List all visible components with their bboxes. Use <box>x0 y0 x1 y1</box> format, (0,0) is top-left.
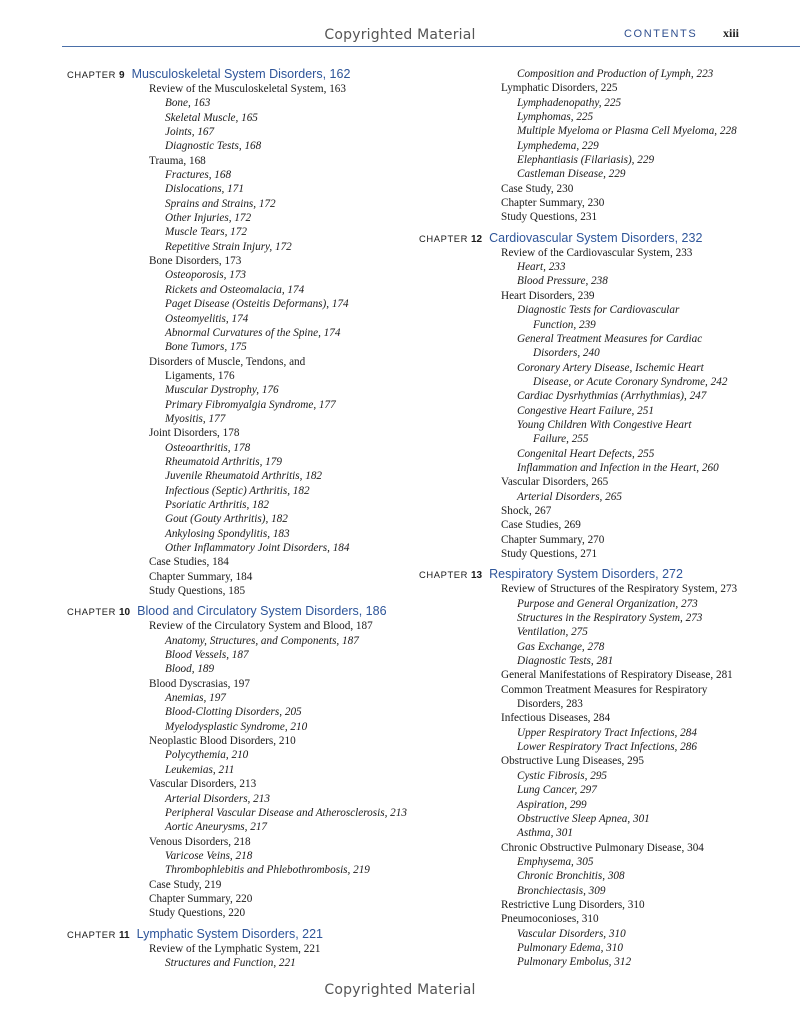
toc-section-entry: Heart Disorders, 239 <box>501 289 595 302</box>
toc-section-entry: Vascular Disorders, 213 <box>149 778 257 791</box>
toc-subsection-entry: Primary Fibromyalgia Syndrome, 177 <box>165 398 336 411</box>
toc-subsection-entry: Leukemias, 211 <box>165 763 235 776</box>
toc-right-column <box>419 67 800 970</box>
chapter-title-link[interactable]: Musculoskeletal System Disorders, 162 <box>131 67 351 81</box>
toc-subsection-entry: Bone Tumors, 175 <box>165 341 247 354</box>
toc-section-entry: Infectious Diseases, 284 <box>501 712 611 725</box>
chapter-label: CHAPTER <box>67 606 116 618</box>
toc-section-entry: Case Study, 230 <box>501 182 574 195</box>
toc-section-entry: Study Questions, 271 <box>501 548 598 560</box>
toc-subsection-entry: Dislocations, 171 <box>165 183 244 196</box>
toc-subsection-entry: Function, 239 <box>533 318 596 331</box>
toc-subsection-entry: Pulmonary Edema, 310 <box>517 941 623 954</box>
toc-section-entry: Chapter Summary, 184 <box>149 570 253 583</box>
toc-subsection-entry: Lymphomas, 225 <box>517 111 594 124</box>
toc-subsection-entry: Asthma, 301 <box>517 827 573 840</box>
toc-subsection-entry: Lower Respiratory Tract Infections, 286 <box>517 741 697 754</box>
toc-subsection-entry: Myositis, 177 <box>165 412 226 425</box>
toc-subsection-entry: Skeletal Muscle, 165 <box>165 111 258 124</box>
toc-section-entry: Blood Dyscrasias, 197 <box>149 677 250 690</box>
toc-section-entry: Chapter Summary, 220 <box>149 892 253 905</box>
toc-section-entry: Shock, 267 <box>501 504 552 517</box>
toc-section-entry: Review of the Lymphatic System, 221 <box>149 942 321 955</box>
toc-section-entry: Ligaments, 176 <box>165 369 235 382</box>
toc-subsection-entry: Psoriatic Arthritis, 182 <box>165 498 269 511</box>
toc-section-entry: Trauma, 168 <box>149 154 206 167</box>
toc-section-entry: Chapter Summary, 270 <box>501 533 605 546</box>
toc-subsection-entry: Infectious (Septic) Arthritis, 182 <box>165 484 310 497</box>
watermark-bottom: Copyrighted Material <box>324 982 476 998</box>
toc-section-entry: Study Questions, 185 <box>149 585 246 598</box>
chapter-heading <box>419 567 800 582</box>
toc-subsection-entry: Arterial Disorders, 265 <box>517 490 622 503</box>
toc-section-entry: Lymphatic Disorders, 225 <box>501 82 618 95</box>
toc-subsection-entry: Young Children With Congestive Heart <box>517 418 692 431</box>
toc-subsection-entry: Blood Vessels, 187 <box>165 649 249 662</box>
toc-subsection-entry: Other Inflammatory Joint Disorders, 184 <box>165 542 350 554</box>
chapter-number: 11 <box>119 929 130 941</box>
toc-subsection-entry: Vascular Disorders, 310 <box>517 927 626 940</box>
toc-section-entry: Vascular Disorders, 265 <box>501 476 609 489</box>
toc-subsection-entry: Thrombophlebitis and Phlebothrombosis, 219 <box>165 864 370 877</box>
chapter-label: CHAPTER <box>419 232 468 244</box>
chapter-number: 13 <box>471 570 483 582</box>
toc-subsection-entry: Varicose Veins, 218 <box>165 849 253 862</box>
toc-subsection-entry: Gas Exchange, 278 <box>517 640 605 653</box>
toc-subsection-entry: Osteomyelitis, 174 <box>165 312 249 325</box>
toc-subsection-entry: Bronchiectasis, 309 <box>517 884 606 897</box>
toc-section-entry: Case Study, 219 <box>149 878 222 891</box>
toc-left-column <box>67 67 412 970</box>
toc-section-entry: Study Questions, 220 <box>149 907 246 920</box>
toc-subsection-entry: Pulmonary Embolus, 312 <box>517 956 632 969</box>
toc-subsection-entry: Diagnostic Tests, 281 <box>517 655 614 668</box>
toc-subsection-entry: Disorders, 240 <box>533 347 600 360</box>
toc-subsection-entry: Congestive Heart Failure, 251 <box>517 404 654 417</box>
chapter-heading <box>67 604 412 619</box>
toc-subsection-entry: Abnormal Curvatures of the Spine, 174 <box>165 326 341 339</box>
watermark-top: Copyrighted Material <box>324 27 476 43</box>
toc-subsection-entry: Sprains and Strains, 172 <box>165 197 276 210</box>
toc-subsection-entry: Purpose and General Organization, 273 <box>517 597 698 610</box>
chapter-title-link[interactable]: Lymphatic System Disorders, 221 <box>136 926 323 941</box>
toc-section-entry: Pneumoconioses, 310 <box>501 913 599 926</box>
toc-section-entry: Chapter Summary, 230 <box>501 197 605 210</box>
toc-subsection-entry: Peripheral Vascular Disease and Atherosclerosis, 213 <box>165 806 407 819</box>
toc-subsection-entry: Cardiac Dysrhythmias (Arrhythmias), 247 <box>517 390 707 403</box>
chapter-title-link[interactable]: Cardiovascular System Disorders, 232 <box>489 230 703 245</box>
toc-subsection-entry: Fractures, 168 <box>165 169 232 182</box>
toc-subsection-entry: Gout (Gouty Arthritis), 182 <box>165 513 288 526</box>
toc-subsection-entry: Blood Pressure, 238 <box>517 275 608 288</box>
toc-subsection-entry: Repetitive Strain Injury, 172 <box>165 240 292 253</box>
toc-section-entry: Obstructive Lung Diseases, 295 <box>501 755 644 768</box>
chapter-number: 12 <box>471 233 483 245</box>
toc-subsection-entry: Heart, 233 <box>517 261 566 274</box>
toc-subsection-entry: Chronic Bronchitis, 308 <box>517 870 625 883</box>
toc-subsection-entry: Anatomy, Structures, and Components, 187 <box>165 634 359 647</box>
toc-subsection-entry: Blood, 189 <box>165 663 215 676</box>
toc-subsection-entry: Ventilation, 275 <box>517 626 588 639</box>
toc-subsection-entry: Diagnostic Tests for Cardiovascular <box>517 304 680 317</box>
toc-subsection-entry: Obstructive Sleep Apnea, 301 <box>517 812 650 825</box>
toc-section-entry: Bone Disorders, 173 <box>149 255 242 268</box>
chapter-label: CHAPTER <box>67 928 116 940</box>
toc-section-entry: Case Studies, 269 <box>501 519 581 532</box>
toc-section-entry: Venous Disorders, 218 <box>149 835 251 848</box>
toc-subsection-entry: Muscle Tears, 172 <box>165 226 247 239</box>
running-head: CONTENTS <box>624 28 698 40</box>
toc-section-entry: Joint Disorders, 178 <box>149 427 240 440</box>
chapter-title-link[interactable]: Blood and Circulatory System Disorders, 186 <box>137 604 387 619</box>
toc-subsection-entry: Polycythemia, 210 <box>165 749 249 762</box>
toc-subsection-entry: Structures in the Respiratory System, 273 <box>517 612 703 625</box>
toc-section-entry: Neoplastic Blood Disorders, 210 <box>149 735 296 748</box>
toc-subsection-entry: General Treatment Measures for Cardiac <box>517 332 703 345</box>
toc-subsection-entry: Upper Respiratory Tract Infections, 284 <box>517 726 697 739</box>
toc-section-entry: Restrictive Lung Disorders, 310 <box>501 898 645 911</box>
toc-section-entry: General Manifestations of Respiratory Disease, 281 <box>501 669 733 682</box>
toc-subsection-entry: Structures and Function, 221 <box>165 956 296 969</box>
toc-subsection-entry: Rheumatoid Arthritis, 179 <box>165 455 282 468</box>
chapter-number: 9 <box>119 70 125 81</box>
toc-section-entry: Case Studies, 184 <box>149 556 229 569</box>
toc-subsection-entry: Juvenile Rheumatoid Arthritis, 182 <box>165 470 323 483</box>
chapter-number: 10 <box>119 607 131 619</box>
header-rule <box>62 46 800 47</box>
toc-section-entry: Disorders, 283 <box>517 698 583 711</box>
chapter-label: CHAPTER <box>67 69 116 80</box>
chapter-heading <box>419 231 800 246</box>
chapter-heading <box>67 927 412 942</box>
toc-subsection-entry: Aspiration, 299 <box>517 798 587 811</box>
page-number: xiii <box>723 26 740 40</box>
toc-subsection-entry: Multiple Myeloma or Plasma Cell Myeloma, 228 <box>517 125 737 138</box>
toc-section-entry: Review of Structures of the Respiratory System, 273 <box>501 583 738 596</box>
toc-subsection-entry: Rickets and Osteomalacia, 174 <box>165 283 305 296</box>
toc-subsection-entry: Muscular Dystrophy, 176 <box>165 384 279 397</box>
toc-subsection-entry: Emphysema, 305 <box>517 855 594 868</box>
toc-subsection-entry: Other Injuries, 172 <box>165 212 252 225</box>
toc-subsection-entry: Osteoarthritis, 178 <box>165 441 251 454</box>
toc-subsection-entry: Coronary Artery Disease, Ischemic Heart <box>517 361 704 374</box>
toc-subsection-entry: Congenital Heart Defects, 255 <box>517 447 655 460</box>
toc-subsection-entry: Lymphedema, 229 <box>517 139 599 152</box>
toc-section-entry: Study Questions, 231 <box>501 211 598 224</box>
toc-subsection-entry: Lymphadenopathy, 225 <box>517 96 622 109</box>
chapter-heading <box>67 67 412 82</box>
chapter-title-link[interactable]: Respiratory System Disorders, 272 <box>489 567 683 582</box>
toc-section-entry: Common Treatment Measures for Respiratory <box>501 683 708 696</box>
toc-subsection-entry: Ankylosing Spondylitis, 183 <box>165 527 290 540</box>
toc-subsection-entry: Elephantiasis (Filariasis), 229 <box>517 154 655 167</box>
toc-subsection-entry: Osteoporosis, 173 <box>165 269 247 282</box>
toc-subsection-entry: Anemias, 197 <box>165 692 226 705</box>
toc-subsection-entry: Lung Cancer, 297 <box>517 784 597 797</box>
toc-subsection-entry: Blood-Clotting Disorders, 205 <box>165 706 302 719</box>
toc-subsection-entry: Myelodysplastic Syndrome, 210 <box>165 720 308 733</box>
toc-subsection-entry: Paget Disease (Osteitis Deformans), 174 <box>165 298 349 311</box>
toc-section-entry: Chronic Obstructive Pulmonary Disease, 304 <box>501 841 704 854</box>
toc-subsection-entry: Cystic Fibrosis, 295 <box>517 769 608 782</box>
toc-subsection-entry: Bone, 163 <box>165 97 211 110</box>
toc-section-entry: Review of the Musculoskeletal System, 163 <box>149 83 346 95</box>
toc-subsection-entry: Disease, or Acute Coronary Syndrome, 242 <box>533 375 728 388</box>
toc-subsection-entry: Failure, 255 <box>533 433 589 446</box>
toc-section-entry: Disorders of Muscle, Tendons, and <box>149 355 306 368</box>
toc-subsection-entry: Composition and Production of Lymph, 223 <box>517 68 714 80</box>
toc-section-entry: Review of the Circulatory System and Blood, 187 <box>149 620 373 633</box>
chapter-label: CHAPTER <box>419 569 468 581</box>
toc-subsection-entry: Joints, 167 <box>165 126 215 139</box>
toc-subsection-entry: Arterial Disorders, 213 <box>165 792 270 805</box>
toc-subsection-entry: Inflammation and Infection in the Heart, 260 <box>517 461 719 474</box>
toc-section-entry: Review of the Cardiovascular System, 233 <box>501 246 693 259</box>
toc-subsection-entry: Diagnostic Tests, 168 <box>165 140 262 153</box>
toc-subsection-entry: Aortic Aneurysms, 217 <box>165 821 268 834</box>
toc-subsection-entry: Castleman Disease, 229 <box>517 168 626 181</box>
